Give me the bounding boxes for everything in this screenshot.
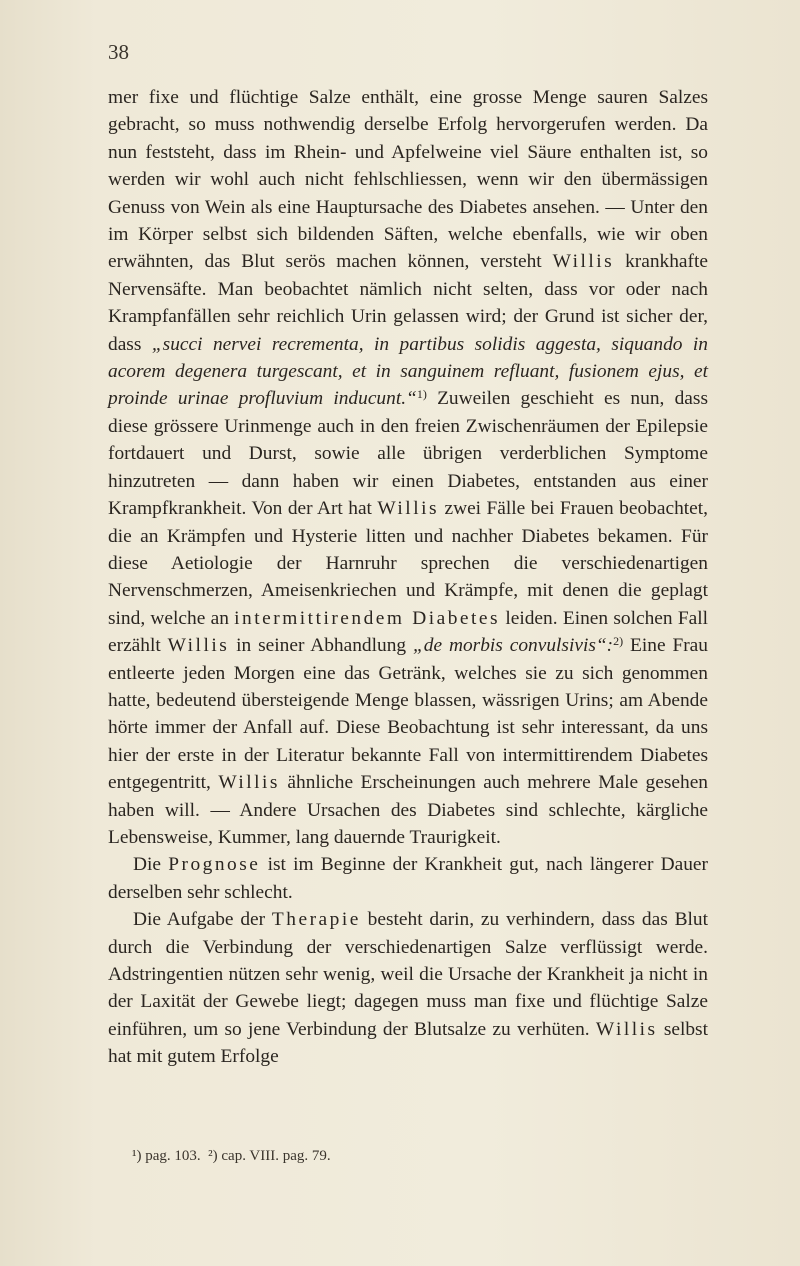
text-run: in seiner Abhandlung xyxy=(229,635,413,657)
spaced-emphasis: Prognose xyxy=(168,854,261,876)
paragraph xyxy=(108,84,708,851)
spaced-emphasis: Willis xyxy=(595,1018,658,1040)
footnote-marker: 1) xyxy=(416,387,427,402)
paragraph xyxy=(108,906,708,1070)
latin-quotation: „succi nervei recrementa, in partibus solidis aggesta, siquando in acorem degenera turgescant, et in sanguinem refluant, fusionem ejus, et proinde urinae profluvium inducunt.“ xyxy=(108,333,709,410)
text-run: Eine Frau entleerte jeden Morgen eine das Getränk, welches sie zu sich genommen hatte, bedeutend übersteigende Menge blassen, wässrigen Urins; am Abende hörte immer der Anfall auf. Diese Beobachtung ist sehr interessant, da uns hier der erste in der Literatur bekannte Fall von intermittirendem Diabetes entgegentritt, xyxy=(108,635,708,794)
spaced-emphasis: Willis xyxy=(377,498,440,520)
text-run: selbst hat mit gutem Erfolge xyxy=(108,1018,708,1068)
spaced-emphasis: Willis xyxy=(167,635,230,657)
text-run: Die xyxy=(133,854,169,876)
text-run: krankhafte Nervensäfte. Man beobachtet nämlich nicht selten, dass vor oder nach Krampfanfällen sehr reichlich Urin gelassen wird; der Grund ist sicher der, dass xyxy=(108,251,708,355)
footnotes: ¹) pag. 103. ²) cap. VIII. pag. 79. xyxy=(132,1148,331,1164)
spaced-emphasis: intermittirendem Diabetes xyxy=(234,607,501,629)
text-run: mer fixe und flüchtige Salze enthält, eine grosse Menge sauren Salzes gebracht, so muss nothwendig derselbe Erfolg hervorgerufen werden. Da nun feststeht, dass im Rhein- und Apfelweine viel Säure enthalten ist, so werden wir wohl auch nicht fehlschliessen, wenn wir den übermässigen Genuss von Wein als eine Hauptursache des Diabetes ansehen. — Unter den im Körper selbst sich bildenden Säften, welche ebenfalls, wie wir oben erwähnten, das Blut serös machen können, versteht xyxy=(108,87,708,273)
text-run: ist im Beginne der Krankheit gut, nach längerer Dauer derselben sehr schlecht. xyxy=(108,854,708,903)
latin-quotation: „de morbis convulsivis“: xyxy=(413,635,614,657)
footnote-marker: 2) xyxy=(613,634,624,649)
spaced-emphasis: Willis xyxy=(552,251,615,273)
spaced-emphasis: Therapie xyxy=(271,909,361,931)
page-number: 38 xyxy=(108,40,129,64)
text-run: besteht darin, zu verhindern, dass das Blut durch die Verbindung der verschiedenartigen Salze verflüssigt werde. Adstringentien nützen sehr wenig, weil die Ursache der Krankheit ja nicht in der Laxität der Gewebe liegt; dagegen muss man fixe und flüchtige Salze einführen, um so jene Verbindung der Blutsalze zu verhüten. xyxy=(108,909,708,1040)
text-run: ähnliche Erscheinungen auch mehrere Male gesehen haben will. — Andere Ursachen des Diabetes sind schlechte, kärgliche Lebensweise, Kummer, lang dauernde Traurigkeit. xyxy=(108,772,708,848)
spaced-emphasis: Willis xyxy=(218,772,280,794)
text-run: Zuweilen geschieht es nun, dass diese grössere Urinmenge auch in den freien Zwischenräumen der Epilepsie fortdauert und Durst, sowie alle übrigen verderblichen Symptome hinzutreten — dann haben wir einen Diabetes, entstanden aus einer Krampfkrankheit. Von der Art hat xyxy=(108,388,709,520)
page-body-text xyxy=(108,84,708,1071)
paragraph xyxy=(108,851,708,906)
text-run: zwei Fälle bei Frauen beobachtet, die an Krämpfen und Hysterie litten und nachher Diabetes bekamen. Für diese Aetiologie der Harnruhr sprechen die verschiedenartigen Nervenschmerzen, Ameisenkriechen und Krämpfe, mit denen die geplagt sind, welche an xyxy=(108,498,708,629)
text-run: leiden. Einen solchen Fall erzählt xyxy=(108,607,708,657)
text-run: Die Aufgabe der xyxy=(133,909,272,931)
